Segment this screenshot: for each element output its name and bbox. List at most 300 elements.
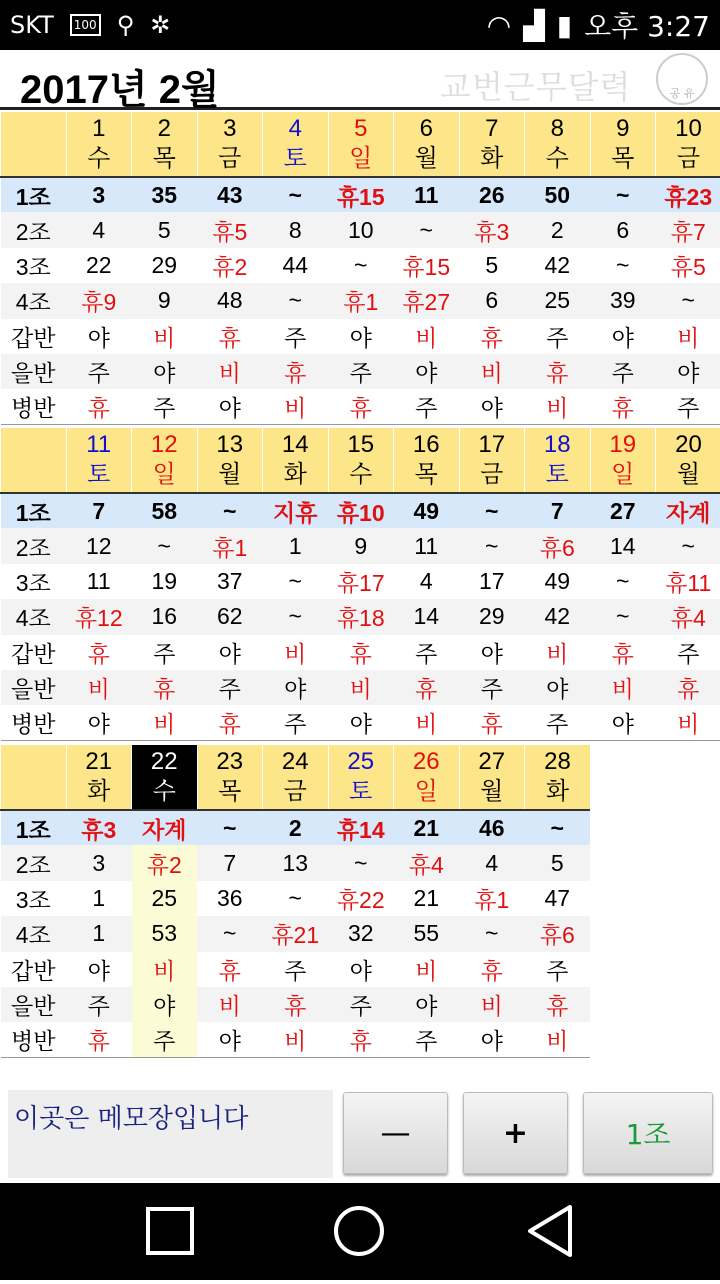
shift-cell[interactable]: 휴 xyxy=(197,319,263,354)
weekday: 수 xyxy=(525,144,590,174)
shift-row xyxy=(1,599,720,634)
shift-row xyxy=(1,177,720,212)
shift-cell[interactable]: 주 xyxy=(394,635,460,670)
day-number: 22 xyxy=(132,747,197,777)
page-title: 2017년 2월 xyxy=(20,58,220,115)
shift-cell[interactable]: 야 xyxy=(263,670,329,705)
shift-cell[interactable]: 휴22 xyxy=(328,881,394,916)
shift-cell[interactable]: 6 xyxy=(590,212,656,247)
increase-button[interactable]: + xyxy=(463,1092,568,1174)
shift-cell[interactable]: 비 xyxy=(590,670,656,705)
shift-cell[interactable]: ~ xyxy=(656,283,720,318)
shift-cell[interactable]: 53 xyxy=(132,916,198,951)
row-label: 2조 xyxy=(1,528,67,563)
back-icon[interactable] xyxy=(530,1207,570,1255)
shift-cell[interactable]: 25 xyxy=(525,283,591,318)
shift-cell[interactable]: 야 xyxy=(328,952,394,987)
shift-cell[interactable]: 휴 xyxy=(328,389,394,424)
title-bar xyxy=(0,50,720,110)
shift-cell[interactable]: ~ xyxy=(263,283,329,318)
shift-cell[interactable]: 야 xyxy=(394,987,460,1022)
day-header[interactable] xyxy=(66,428,132,493)
shift-cell[interactable]: ~ xyxy=(459,528,525,563)
shift-cell[interactable]: 휴 xyxy=(656,670,720,705)
day-header[interactable] xyxy=(328,745,394,810)
shift-cell[interactable]: 야 xyxy=(132,354,198,389)
shift-cell[interactable]: 19 xyxy=(132,564,198,599)
shift-cell[interactable]: 42 xyxy=(525,248,591,283)
decrease-button[interactable]: — xyxy=(343,1092,448,1174)
shift-cell[interactable]: 휴21 xyxy=(263,916,329,951)
shift-cell[interactable]: ~ xyxy=(328,845,394,880)
row-label: 4조 xyxy=(1,599,67,634)
shift-cell[interactable]: 휴 xyxy=(197,705,263,740)
weekday: 일 xyxy=(329,144,394,174)
day-number: 4 xyxy=(263,114,328,144)
shift-cell[interactable]: 야 xyxy=(656,354,720,389)
shift-cell[interactable]: 9 xyxy=(132,283,198,318)
shift-cell[interactable]: ~ xyxy=(590,248,656,283)
shift-cell[interactable]: 휴 xyxy=(525,987,591,1022)
memo-input[interactable]: 이곳은 메모장입니다 xyxy=(8,1090,333,1178)
row-label: 1조 xyxy=(1,493,67,528)
day-header[interactable] xyxy=(394,112,460,177)
shift-cell[interactable]: ~ xyxy=(263,881,329,916)
shift-cell[interactable]: 휴6 xyxy=(525,916,591,951)
shift-cell[interactable]: 휴7 xyxy=(656,212,720,247)
shift-cell[interactable]: 휴 xyxy=(66,1022,132,1057)
shift-cell[interactable]: 휴2 xyxy=(132,845,198,880)
shift-row xyxy=(1,389,720,424)
shift-cell[interactable]: 휴 xyxy=(263,987,329,1022)
day-header[interactable] xyxy=(263,112,329,177)
weekday: 토 xyxy=(263,144,328,174)
shift-cell[interactable]: 휴 xyxy=(525,354,591,389)
shift-cell[interactable]: 야 xyxy=(197,1022,263,1057)
weekday: 목 xyxy=(132,144,197,174)
shift-cell[interactable]: 1 xyxy=(263,528,329,563)
day-header[interactable] xyxy=(197,112,263,177)
day-header[interactable] xyxy=(459,112,525,177)
shift-row xyxy=(1,528,720,563)
shift-cell[interactable]: 휴1 xyxy=(197,528,263,563)
shift-cell[interactable]: 주 xyxy=(590,354,656,389)
shift-cell[interactable]: 8 xyxy=(263,212,329,247)
shift-cell[interactable]: 주 xyxy=(394,389,460,424)
day-header[interactable] xyxy=(66,745,132,810)
shift-cell[interactable]: 5 xyxy=(132,212,198,247)
day-number: 1 xyxy=(67,114,132,144)
shift-cell[interactable]: ~ xyxy=(394,212,460,247)
shift-cell[interactable]: 39 xyxy=(590,283,656,318)
shift-cell[interactable]: ~ xyxy=(459,493,525,528)
shift-cell[interactable]: 야 xyxy=(590,705,656,740)
shift-cell[interactable]: 주 xyxy=(656,389,720,424)
shift-cell[interactable]: 10 xyxy=(328,212,394,247)
shift-cell[interactable]: 야 xyxy=(459,635,525,670)
shift-row xyxy=(1,493,720,528)
weekday: 금 xyxy=(263,777,328,807)
shift-cell[interactable]: 휴 xyxy=(197,952,263,987)
weekday: 월 xyxy=(198,460,263,490)
shift-cell[interactable]: 11 xyxy=(394,177,460,212)
shift-cell[interactable]: 야 xyxy=(394,354,460,389)
shift-cell[interactable]: ~ xyxy=(263,177,329,212)
shift-cell[interactable]: 휴3 xyxy=(66,810,132,845)
shift-cell[interactable]: 17 xyxy=(459,564,525,599)
day-number: 12 xyxy=(132,430,197,460)
shift-cell[interactable]: 48 xyxy=(197,283,263,318)
shift-cell[interactable]: 휴15 xyxy=(394,248,460,283)
shift-cell[interactable]: ~ xyxy=(590,599,656,634)
shift-cell[interactable]: 휴5 xyxy=(656,248,720,283)
shift-cell[interactable]: 50 xyxy=(525,177,591,212)
shift-cell[interactable]: 야 xyxy=(328,319,394,354)
day-header[interactable] xyxy=(328,428,394,493)
shift-cell[interactable]: 주 xyxy=(328,354,394,389)
navigation-bar xyxy=(0,1183,720,1280)
shift-cell[interactable]: 5 xyxy=(525,845,591,880)
shift-cell[interactable]: 휴5 xyxy=(197,212,263,247)
shift-cell[interactable]: 휴4 xyxy=(656,599,720,634)
header-corner xyxy=(1,428,67,493)
shift-cell[interactable]: 야 xyxy=(590,319,656,354)
day-header[interactable] xyxy=(590,112,656,177)
shift-cell[interactable]: 4 xyxy=(66,212,132,247)
day-header[interactable] xyxy=(590,428,656,493)
shift-cell[interactable]: 29 xyxy=(132,248,198,283)
shift-cell[interactable]: 휴18 xyxy=(328,599,394,634)
shift-cell[interactable]: ~ xyxy=(590,564,656,599)
shift-cell[interactable]: 32 xyxy=(328,916,394,951)
day-header[interactable] xyxy=(263,745,329,810)
row-label: 3조 xyxy=(1,564,67,599)
shift-cell[interactable]: 26 xyxy=(459,177,525,212)
shift-cell[interactable]: 16 xyxy=(132,599,198,634)
schedule-table xyxy=(0,745,590,1058)
shift-cell[interactable]: 14 xyxy=(590,528,656,563)
shift-cell[interactable]: 비 xyxy=(263,635,329,670)
shift-cell[interactable]: 29 xyxy=(459,599,525,634)
shift-cell[interactable]: 비 xyxy=(656,319,720,354)
shift-cell[interactable]: 주 xyxy=(132,1022,198,1057)
shift-cell[interactable]: 21 xyxy=(394,810,460,845)
shift-cell[interactable]: 11 xyxy=(66,564,132,599)
shift-cell[interactable]: 휴 xyxy=(66,635,132,670)
shift-cell[interactable]: 휴 xyxy=(459,705,525,740)
shift-cell[interactable]: 비 xyxy=(263,389,329,424)
shift-cell[interactable]: 주 xyxy=(132,635,198,670)
shift-cell[interactable]: 비 xyxy=(394,319,460,354)
shift-cell[interactable]: ~ xyxy=(263,564,329,599)
shift-cell[interactable]: 야 xyxy=(328,705,394,740)
shift-cell[interactable]: 휴 xyxy=(328,635,394,670)
shift-cell[interactable]: 휴 xyxy=(459,319,525,354)
day-number: 21 xyxy=(67,747,132,777)
shift-cell[interactable]: 1 xyxy=(66,881,132,916)
shift-cell[interactable]: 야 xyxy=(525,670,591,705)
weekday: 화 xyxy=(525,777,590,807)
calendar-block xyxy=(0,745,720,1058)
shift-cell[interactable]: 비 xyxy=(328,670,394,705)
shift-cell[interactable]: ~ xyxy=(459,916,525,951)
weekday: 일 xyxy=(591,460,656,490)
shift-cell[interactable]: 비 xyxy=(525,1022,591,1057)
shift-cell[interactable]: 25 xyxy=(132,881,198,916)
shift-cell[interactable]: 27 xyxy=(590,493,656,528)
shift-row xyxy=(1,845,591,880)
shift-cell[interactable]: 주 xyxy=(459,670,525,705)
shift-cell[interactable]: 휴3 xyxy=(459,212,525,247)
shift-cell[interactable]: 주 xyxy=(66,987,132,1022)
home-icon[interactable] xyxy=(336,1208,382,1254)
shift-cell[interactable]: 비 xyxy=(394,952,460,987)
shift-cell[interactable]: 49 xyxy=(525,564,591,599)
shift-row xyxy=(1,248,720,283)
shift-cell[interactable]: 주 xyxy=(132,389,198,424)
shift-cell[interactable]: 비 xyxy=(459,987,525,1022)
day-number: 3 xyxy=(198,114,263,144)
shift-cell[interactable]: 주 xyxy=(525,319,591,354)
shift-cell[interactable]: 5 xyxy=(459,248,525,283)
day-header[interactable] xyxy=(132,112,198,177)
shift-cell[interactable]: 비 xyxy=(132,952,198,987)
shift-cell[interactable]: ~ xyxy=(590,177,656,212)
shift-cell[interactable]: 7 xyxy=(66,493,132,528)
weekday: 화 xyxy=(460,144,525,174)
shift-cell[interactable]: 휴17 xyxy=(328,564,394,599)
shift-cell[interactable]: 주 xyxy=(328,987,394,1022)
shift-cell[interactable]: 주 xyxy=(197,670,263,705)
row-label: 갑반 xyxy=(1,319,67,354)
shift-cell[interactable]: 휴 xyxy=(590,389,656,424)
day-header[interactable] xyxy=(132,428,198,493)
shift-cell[interactable]: 7 xyxy=(525,493,591,528)
shift-cell[interactable]: 주 xyxy=(263,705,329,740)
day-header[interactable] xyxy=(197,745,263,810)
shift-row xyxy=(1,319,720,354)
day-header[interactable] xyxy=(525,428,591,493)
row-label: 병반 xyxy=(1,705,67,740)
shift-cell[interactable]: 휴10 xyxy=(328,493,394,528)
shift-cell[interactable]: 휴15 xyxy=(328,177,394,212)
shift-cell[interactable]: 37 xyxy=(197,564,263,599)
weekday: 화 xyxy=(67,777,132,807)
shift-cell[interactable]: ~ xyxy=(197,810,263,845)
shift-cell[interactable]: 비 xyxy=(132,319,198,354)
shift-cell[interactable]: 비 xyxy=(525,389,591,424)
shift-cell[interactable]: 비 xyxy=(132,705,198,740)
shift-row xyxy=(1,705,720,740)
shift-cell[interactable]: 휴 xyxy=(590,635,656,670)
shift-cell[interactable]: 주 xyxy=(66,354,132,389)
calendar-block xyxy=(0,112,720,425)
shift-row xyxy=(1,1022,591,1057)
shift-cell[interactable]: 11 xyxy=(394,528,460,563)
status-bar xyxy=(0,0,720,50)
shift-cell[interactable]: 휴 xyxy=(132,670,198,705)
shift-cell[interactable]: 14 xyxy=(394,599,460,634)
day-number: 28 xyxy=(525,747,590,777)
shift-cell[interactable]: 21 xyxy=(394,881,460,916)
shift-cell[interactable]: 야 xyxy=(197,635,263,670)
shift-cell[interactable]: 6 xyxy=(459,283,525,318)
row-label: 을반 xyxy=(1,670,67,705)
calendar-block xyxy=(0,428,720,741)
shift-row xyxy=(1,354,720,389)
day-number: 10 xyxy=(656,114,720,144)
shift-cell[interactable]: 12 xyxy=(66,528,132,563)
shift-cell[interactable]: 9 xyxy=(328,528,394,563)
day-header[interactable] xyxy=(459,428,525,493)
shift-cell[interactable]: 비 xyxy=(263,1022,329,1057)
day-header[interactable] xyxy=(197,428,263,493)
weekday: 수 xyxy=(132,777,197,807)
day-number: 18 xyxy=(525,430,590,460)
shift-cell[interactable]: 비 xyxy=(525,635,591,670)
shift-cell[interactable]: 2 xyxy=(263,810,329,845)
shift-cell[interactable]: 지휴 xyxy=(263,493,329,528)
day-number: 23 xyxy=(198,747,263,777)
shift-cell[interactable]: 야 xyxy=(66,952,132,987)
shift-cell[interactable]: 2 xyxy=(525,212,591,247)
shift-cell[interactable]: 휴 xyxy=(328,1022,394,1057)
weekday: 화 xyxy=(263,460,328,490)
shift-cell[interactable]: 휴4 xyxy=(394,845,460,880)
shift-cell[interactable]: 22 xyxy=(66,248,132,283)
shift-cell[interactable]: 비 xyxy=(66,670,132,705)
shift-cell[interactable]: 휴14 xyxy=(328,810,394,845)
shift-cell[interactable]: 휴 xyxy=(394,670,460,705)
shift-cell[interactable]: 35 xyxy=(132,177,198,212)
shift-cell[interactable]: 휴2 xyxy=(197,248,263,283)
weekday: 금 xyxy=(460,460,525,490)
day-number: 27 xyxy=(460,747,525,777)
shift-cell[interactable]: 주 xyxy=(525,705,591,740)
shift-cell[interactable]: 4 xyxy=(394,564,460,599)
weekday: 일 xyxy=(132,460,197,490)
shift-row xyxy=(1,987,591,1022)
shift-cell[interactable]: 43 xyxy=(197,177,263,212)
shift-cell[interactable]: 1 xyxy=(66,916,132,951)
shift-cell[interactable]: 46 xyxy=(459,810,525,845)
shift-cell[interactable]: 3 xyxy=(66,845,132,880)
shift-cell[interactable]: 야 xyxy=(197,389,263,424)
shift-cell[interactable]: 자계 xyxy=(656,493,720,528)
shift-cell[interactable]: 44 xyxy=(263,248,329,283)
shift-cell[interactable]: 야 xyxy=(66,705,132,740)
shift-cell[interactable]: 휴 xyxy=(459,952,525,987)
shift-cell[interactable]: 주 xyxy=(656,635,720,670)
shift-cell[interactable]: ~ xyxy=(197,493,263,528)
shift-cell[interactable]: ~ xyxy=(328,248,394,283)
shift-cell[interactable]: 휴6 xyxy=(525,528,591,563)
shift-cell[interactable]: 주 xyxy=(394,1022,460,1057)
day-number: 20 xyxy=(656,430,720,460)
shift-cell[interactable]: 휴11 xyxy=(656,564,720,599)
day-header[interactable] xyxy=(263,428,329,493)
day-header[interactable] xyxy=(394,428,460,493)
day-header[interactable] xyxy=(656,428,720,493)
app-logo-text: 교번근무달력 xyxy=(440,62,631,108)
shift-cell[interactable]: 49 xyxy=(394,493,460,528)
day-number: 16 xyxy=(394,430,459,460)
usb-icon: ⚲ xyxy=(117,11,135,39)
day-header[interactable] xyxy=(459,745,525,810)
shift-cell[interactable]: 7 xyxy=(197,845,263,880)
shift-cell[interactable]: 휴1 xyxy=(328,283,394,318)
shift-cell[interactable]: 주 xyxy=(263,952,329,987)
shift-cell[interactable]: 55 xyxy=(394,916,460,951)
shift-cell[interactable]: 야 xyxy=(132,987,198,1022)
day-header[interactable] xyxy=(525,745,591,810)
day-header[interactable] xyxy=(525,112,591,177)
row-label: 4조 xyxy=(1,916,67,951)
shift-cell[interactable]: ~ xyxy=(525,810,591,845)
shift-cell[interactable]: 휴 xyxy=(66,389,132,424)
day-number: 15 xyxy=(329,430,394,460)
carrier-label: SKT xyxy=(10,11,54,39)
shift-cell[interactable]: ~ xyxy=(132,528,198,563)
shift-cell[interactable]: 휴1 xyxy=(459,881,525,916)
shift-cell[interactable]: 비 xyxy=(197,987,263,1022)
shift-cell[interactable]: 휴23 xyxy=(656,177,720,212)
shift-cell[interactable]: ~ xyxy=(656,528,720,563)
weekday: 금 xyxy=(198,144,263,174)
recent-apps-icon[interactable] xyxy=(148,1209,192,1253)
shift-cell[interactable]: 13 xyxy=(263,845,329,880)
shift-cell[interactable]: 주 xyxy=(525,952,591,987)
row-label: 2조 xyxy=(1,212,67,247)
shift-cell[interactable]: 42 xyxy=(525,599,591,634)
shift-cell[interactable]: 36 xyxy=(197,881,263,916)
shift-cell[interactable]: 비 xyxy=(197,354,263,389)
shift-cell[interactable]: 휴 xyxy=(263,354,329,389)
weekday: 목 xyxy=(591,144,656,174)
weekday: 토 xyxy=(525,460,590,490)
shift-cell[interactable]: 비 xyxy=(459,354,525,389)
shift-cell[interactable]: ~ xyxy=(197,916,263,951)
shift-cell[interactable]: 3 xyxy=(66,177,132,212)
day-header[interactable] xyxy=(132,745,198,810)
day-header[interactable] xyxy=(394,745,460,810)
shift-cell[interactable]: 비 xyxy=(656,705,720,740)
day-header[interactable] xyxy=(66,112,132,177)
shift-cell[interactable]: ~ xyxy=(263,599,329,634)
shift-cell[interactable]: 야 xyxy=(66,319,132,354)
shift-cell[interactable]: 비 xyxy=(394,705,460,740)
weekday: 월 xyxy=(460,777,525,807)
shift-cell[interactable]: 휴27 xyxy=(394,283,460,318)
schedule-table xyxy=(0,428,720,741)
shift-cell[interactable]: 야 xyxy=(459,1022,525,1057)
shift-row xyxy=(1,564,720,599)
shift-cell[interactable]: 야 xyxy=(459,389,525,424)
day-header[interactable] xyxy=(656,112,720,177)
row-label: 4조 xyxy=(1,283,67,318)
shift-cell[interactable]: 휴9 xyxy=(66,283,132,318)
group-select-button[interactable]: 1조 xyxy=(583,1092,713,1174)
shift-cell[interactable]: 자계 xyxy=(132,810,198,845)
clock: 오후 3:27 xyxy=(584,5,710,45)
shift-cell[interactable]: 휴12 xyxy=(66,599,132,634)
shift-cell[interactable]: 4 xyxy=(459,845,525,880)
shift-cell[interactable]: 58 xyxy=(132,493,198,528)
shift-cell[interactable]: 62 xyxy=(197,599,263,634)
day-header[interactable] xyxy=(328,112,394,177)
shift-cell[interactable]: 47 xyxy=(525,881,591,916)
shift-cell[interactable]: 주 xyxy=(263,319,329,354)
